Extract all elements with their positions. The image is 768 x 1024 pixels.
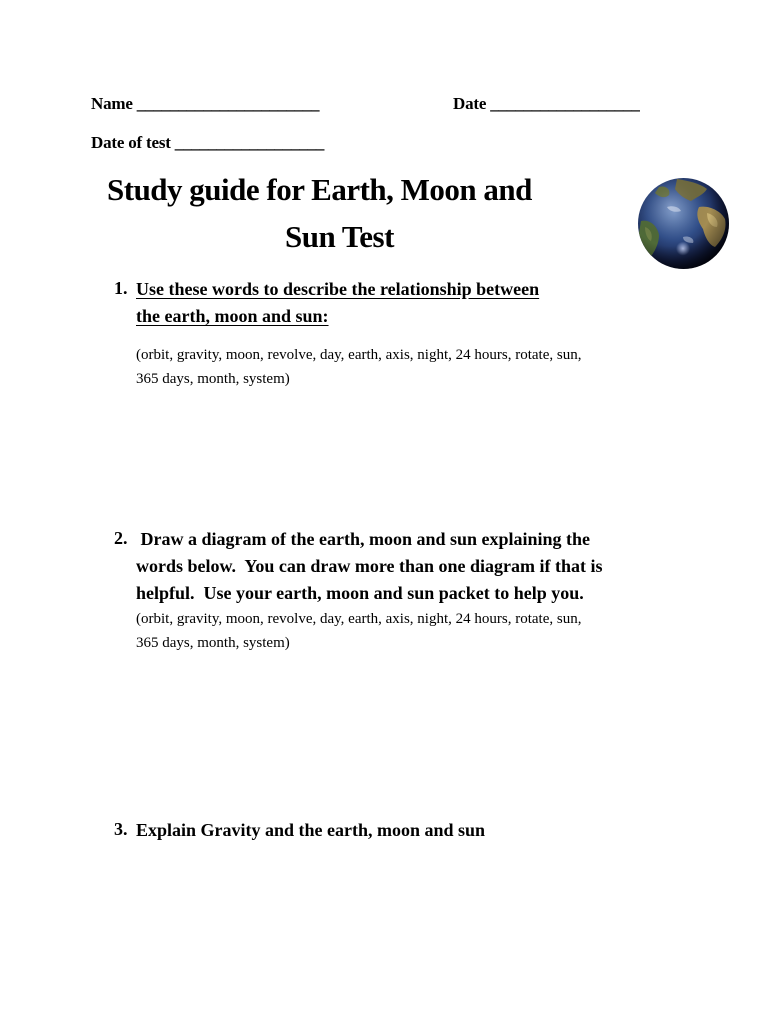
question-1-line-2: the earth, moon and sun: xyxy=(136,306,329,326)
page-title-line-2: Sun Test xyxy=(285,219,394,254)
name-label: Name xyxy=(91,94,133,113)
date-blank: __________________ xyxy=(490,94,640,113)
question-2-number: 2. xyxy=(114,528,128,548)
question-2-word-bank xyxy=(136,607,581,655)
question-3-number: 3. xyxy=(114,819,128,839)
date-field xyxy=(453,94,640,114)
page-title-line-1: Study guide for Earth, Moon and xyxy=(107,172,532,207)
name-field xyxy=(91,94,319,114)
question-3-prompt xyxy=(136,817,485,844)
test-date-label: Date of test xyxy=(91,133,171,152)
earth-globe-icon xyxy=(637,177,730,270)
question-3-line-1: Explain Gravity and the earth, moon and sun xyxy=(136,820,486,840)
word-bank-line-1: (orbit, gravity, moon, revolve, day, earth, axis, night, 24 hours, rotate, sun, xyxy=(136,611,582,627)
question-2-line-1: Draw a diagram of the earth, moon and sun explaining the xyxy=(136,529,591,549)
word-bank-line-2: 365 days, month, system) xyxy=(136,371,290,387)
test-date-field xyxy=(91,133,324,153)
question-2-line-2: words below. You can draw more than one diagram if that is xyxy=(136,556,603,576)
question-1-number: 1. xyxy=(114,278,128,298)
question-2-prompt xyxy=(136,526,603,607)
test-date-blank: __________________ xyxy=(174,133,325,152)
question-1-line-1: Use these words to describe the relationship between xyxy=(136,279,540,299)
name-blank: ______________________ xyxy=(136,94,320,113)
question-2-line-3: helpful. Use your earth, moon and sun packet to help you. xyxy=(136,583,584,603)
word-bank-line-2: 365 days, month, system) xyxy=(136,635,290,651)
question-1-prompt xyxy=(136,276,539,330)
question-1-word-bank xyxy=(136,343,581,391)
word-bank-line-1: (orbit, gravity, moon, revolve, day, earth, axis, night, 24 hours, rotate, sun, xyxy=(136,347,582,363)
date-label: Date xyxy=(453,94,487,113)
